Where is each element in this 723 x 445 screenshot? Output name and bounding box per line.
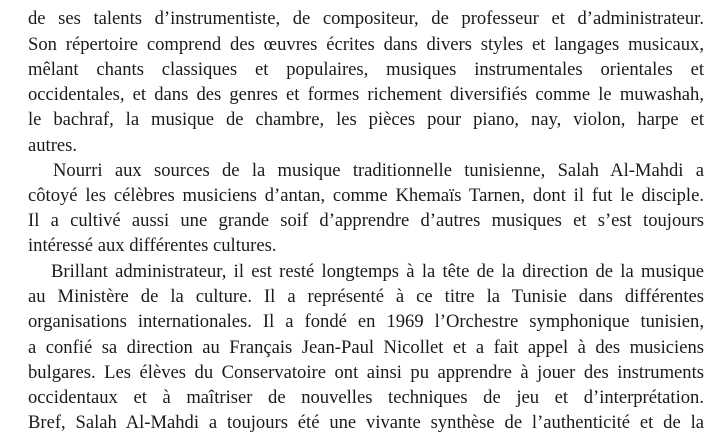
text-line: Il a cultivé aussi une grande soif d’apprendre d’autres musiques et s’est toujours [28,210,704,231]
text-line: Son répertoire comprend des œuvres écrites dans divers styles et langages musicaux, [28,34,704,55]
text-line: autres. [28,135,78,156]
text-line: a confié sa direction au Français Jean-Paul Nicollet et a fait appel à des musiciens [28,337,704,358]
text-line-indented: Brillant administrateur, il est resté longtemps à la tête de la direction de la musique [51,261,704,282]
text-line: mêlant chants classiques et populaires, musiques instrumentales orientales et [28,59,704,80]
text-line: bulgares. Les élèves du Conservatoire ont ainsi pu apprendre à jouer des instruments [28,362,704,383]
text-line: intéressé aux différentes cultures. [28,235,277,256]
text-line-indented: Nourri aux sources de la musique traditionnelle tunisienne, Salah Al-Mahdi a [53,160,704,181]
text-line: occidentales, et dans des genres et formes richement diversifiés comme le muwashah, [28,84,704,105]
text-line: organisations internationales. Il a fondé en 1969 l’Orchestre symphonique tunisien, [28,311,704,332]
text-line: de ses talents d’instrumentiste, de compositeur, de professeur et d’administrateur. [28,8,704,29]
text-line: le bachraf, la musique de chambre, les pièces pour piano, nay, violon, harpe et [28,109,704,130]
text-line: Bref, Salah Al-Mahdi a toujours été une vivante synthèse de l’authenticité et de la [28,412,704,433]
text-line: côtoyé les célèbres musiciens d’antan, comme Khemaïs Tarnen, dont il fut le disciple. [28,185,704,206]
text-line: au Ministère de la culture. Il a représenté à ce titre la Tunisie dans différentes [28,286,704,307]
text-line: occidentaux et à maîtriser de nouvelles techniques de jeu et d’interprétation. [28,387,704,408]
